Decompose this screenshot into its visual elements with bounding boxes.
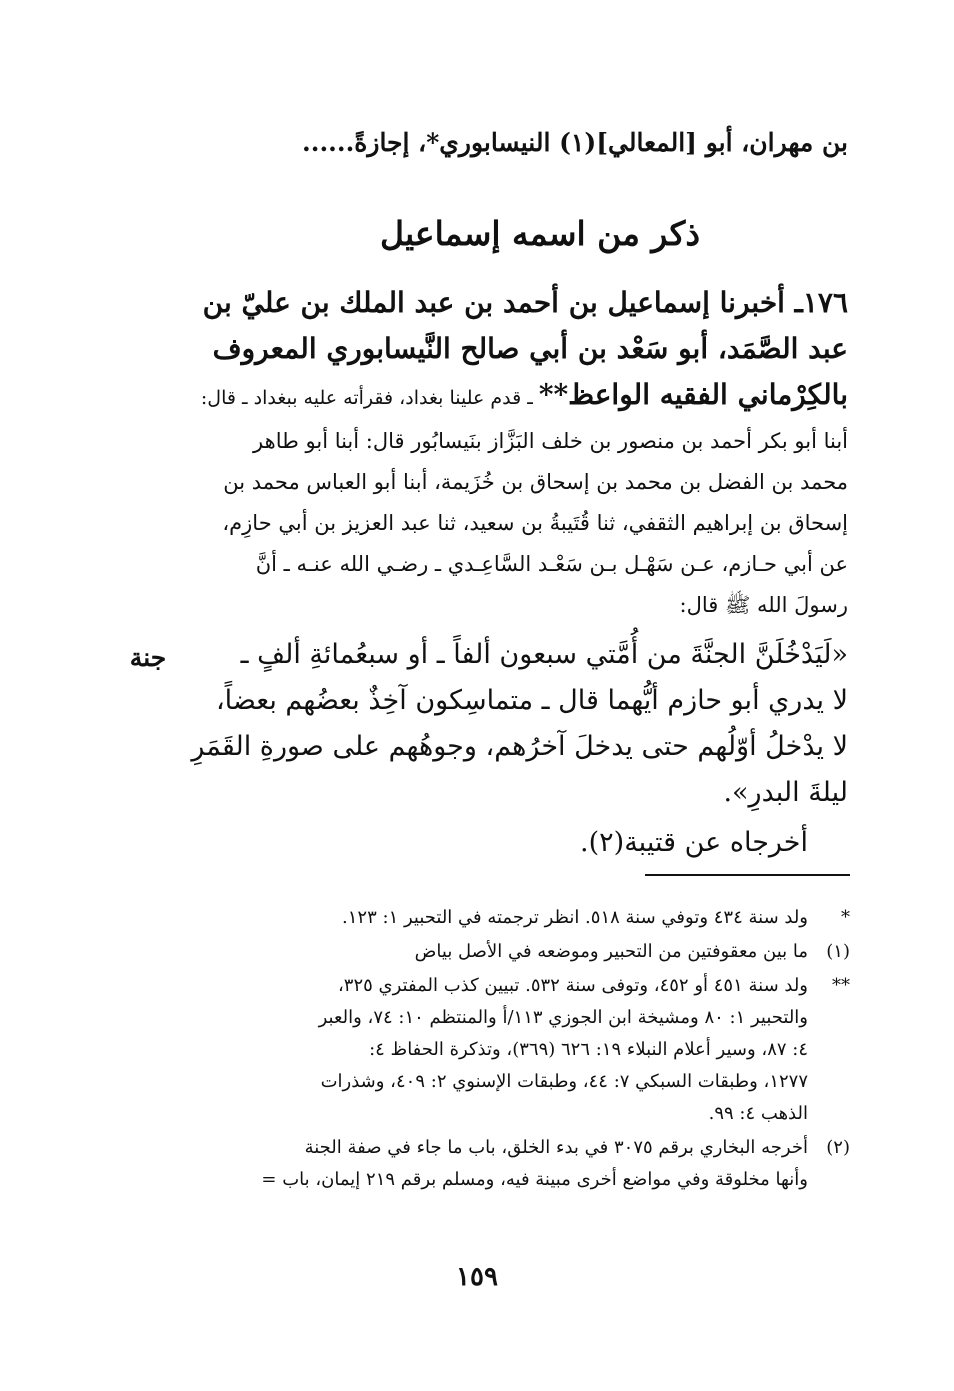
footnote-marker: **: [832, 975, 850, 996]
footnote-separator: [645, 874, 850, 876]
footnote-line: الذهب ٤: ٩٩.: [708, 1103, 808, 1124]
footnote-star: [240, 902, 850, 934]
chain-line-4: عن أبي حـازم، عـن سَهْـل بـن سَعْـد السَّاعِـدي ـ رضـي الله عنـه ـ أنَّ: [255, 552, 848, 576]
chain-line-1: أبنا أبو بكر أحمد بن منصور بن خلف البَزَّاز بنَيسابُور قال: أبنا أبو طاهر: [253, 429, 848, 453]
footnote-line: ٤: ٨٧، وسير أعلام النبلاء ١٩: ٦٢٦ (٣٦٩)، وتذكرة الحفاظ ٤:: [369, 1039, 808, 1060]
takhrij-note: [228, 820, 848, 866]
takhrij-line: أخرجاه عن قتيبة(٢).: [580, 827, 808, 858]
footnote-line: ولد سنة ٤٥١ أو ٤٥٢، وتوفى سنة ٥٣٢. تبيين كذب المفتري ٣٢٥،: [337, 975, 808, 996]
entry-line-3: [200, 372, 848, 421]
chain-line-2: محمد بن الفضل بن محمد بن إسحاق بن خُزَيمة، أبنا أبو العباس محمد بن: [223, 470, 848, 494]
footnote-1: [240, 936, 850, 968]
entry-heading: [200, 280, 848, 421]
isnad-chain: [222, 421, 848, 626]
entry-line-1: ١٧٦ـ أخبرنا إسماعيل بن أحمد بن عبد الملك بن عليّ بن: [202, 286, 848, 319]
hadith-line-4: ليلةَ البدرِ».: [723, 777, 848, 808]
footnote-line: أخرجه البخاري برقم ٣٠٧٥ في بدء الخلق، باب ما جاء في صفة الجنة: [304, 1137, 808, 1158]
hadith-line-2: لا يدري أبو حازم أيُّهما قال ـ متماسِكون آخِذٌ بعضُهم بعضاً،: [215, 685, 848, 716]
margin-keyword: جنة: [129, 643, 167, 672]
footnote-line: ١٢٧٧، وطبقات السبكي ٧: ٤٤، وطبقات الإسنوي ٢: ٤٠٩، وشذرات: [320, 1071, 808, 1092]
footnote-body: [240, 970, 808, 1130]
entry-line-3-name: بالكِرْماني الفقيه الواعظ**: [538, 378, 848, 411]
hadith-text: [191, 632, 848, 816]
page-header-continuation: بن مهران، أبو [المعالي](١) النيسابوري*، إجازةً......: [302, 128, 848, 157]
chain-line-5: رسولَ الله ﷺ قال:: [679, 593, 848, 617]
hadith-line-1: «لَيَدْخُلَنَّ الجنَّةَ من أُمَّتي سبعون ألفاً ـ أو سبعُمائةِ ألفٍ ـ: [240, 639, 848, 670]
footnote-line: وأنها مخلوقة وفي مواضع أخرى مبينة فيه، ومسلم برقم ٢١٩ إيمان، باب =: [261, 1169, 808, 1190]
footnote-marker: *: [841, 907, 850, 928]
footnote-body: [240, 936, 808, 968]
footnote-line: ما بين معقوفتين من التحبير وموضعه في الأصل بياض: [414, 941, 808, 962]
section-title: ذكر من اسمه إسماعيل: [379, 214, 701, 253]
footnote-2: [240, 1132, 850, 1196]
footnote-double-star: [240, 970, 850, 1130]
footnotes: [240, 902, 850, 1198]
chain-line-3: إسحاق بن إبراهيم الثقفي، ثنا قُتَيبةُ بن سعيد، ثنا عبد العزيز بن أبي حازِم،: [222, 511, 848, 535]
page-number: ١٥٩: [456, 1262, 498, 1292]
entry-line-2: عبد الصَّمَد، أبو سَعْد بن أبي صالح النَّيسابوري المعروف: [212, 332, 848, 365]
footnote-line: ولد سنة ٤٣٤ وتوفي سنة ٥١٨. انظر ترجمته في التحبير ١: ١٢٣.: [342, 907, 808, 928]
footnote-body: [240, 902, 808, 934]
entry-line-3-remark: ـ قدم علينا بغداد، فقرأته عليه ببغداد ـ قال:: [200, 387, 539, 409]
main-text: [191, 280, 848, 866]
footnote-marker: (١): [826, 941, 850, 962]
hadith-line-3: لا يدْخلُ أوّلُهم حتى يدخلَ آخرُهم، وجوهُهم على صورةِ القَمَرِ: [191, 731, 848, 762]
footnote-body: [240, 1132, 808, 1196]
footnote-marker: (٢): [826, 1137, 850, 1158]
footnote-line: والتحبير ١: ٨٠ ومشيخة ابن الجوزي ١١٣/أ والمنتظم ١٠: ٧٤، والعبر: [318, 1007, 808, 1028]
